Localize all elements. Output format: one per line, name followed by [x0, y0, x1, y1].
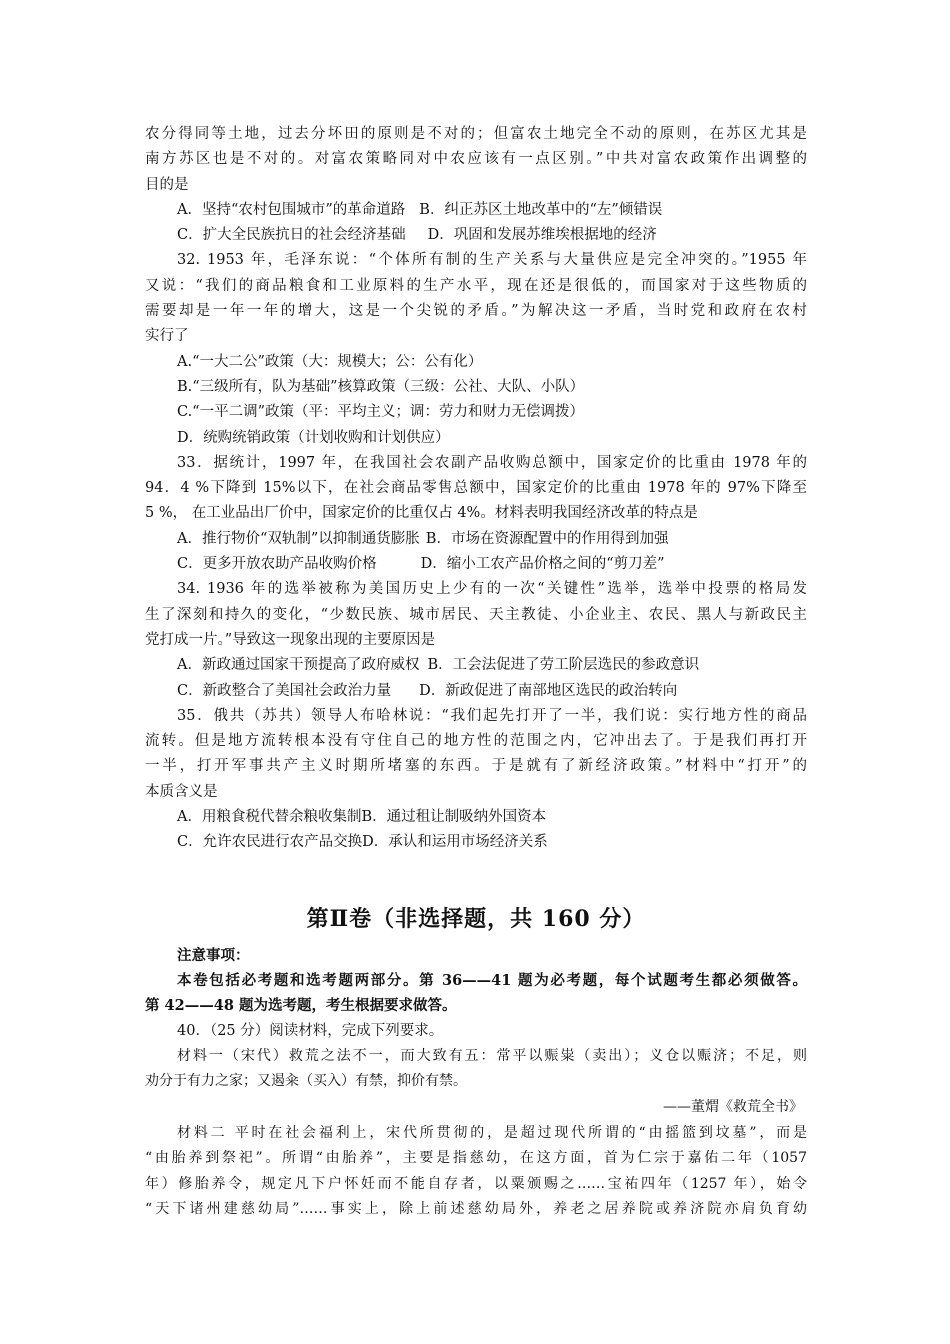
- q35-line-4: 本质含义是: [145, 783, 218, 800]
- q35-option-d[interactable]: D．承认和运用市场经济关系: [362, 834, 548, 851]
- q32-line-1: 32. 1953 年，毛泽东说：“个体所有制的生产关系与大量供应是完全冲突的。”1955 年: [177, 252, 807, 269]
- q40-material2-line-2: “由胎养到祭祀”。所谓“由胎养”，主要是指慈幼，在这方面，首为仁宗于嘉佑二年（1057: [145, 1150, 807, 1167]
- q33-line-3: 5 %， 在工业品出厂价中，国家定价的比重仅占 4%。材料表明我国经济改革的特点是: [145, 505, 698, 522]
- question-33: [145, 451, 807, 577]
- exam-page: [145, 122, 807, 1223]
- notice-line-2: 第 42——48 题为选考题，考生根据要求做答。: [145, 997, 457, 1015]
- q31-line-1: 农分得同等土地，过去分坏田的原则是不对的；但富农土地完全不动的原则，在苏区尤其是: [145, 126, 807, 142]
- q32-line-2: 又说：“我们的商品粮食和工业原料的生产水平，现在还是很低的，而国家对于这些物质的: [145, 277, 807, 294]
- question-32: [145, 248, 807, 450]
- q33-line-2: 94．4 %下降到 15%以下，在社会商品零售总额中，国家定价的比重由 1978 年的 97%下降至: [145, 480, 807, 497]
- q35-option-a[interactable]: A．用粮食税代替余粮收集制: [177, 809, 362, 826]
- q40-material2-line-1: 材料二 平时在社会福利上，宋代所贯彻的，是超过现代所谓的“由摇篮到坟墓”，而是: [177, 1124, 807, 1141]
- q31-option-d[interactable]: D．巩固和发展苏维埃根据地的经济: [427, 227, 657, 244]
- q35-line-1: 35．俄共（苏共）领导人布哈林说：“我们起先打开了一半，我们说：实行地方性的商品: [177, 707, 807, 724]
- q34-option-a[interactable]: A．新政通过国家干预提高了政府威权: [177, 657, 420, 674]
- section-2-title: 第Ⅱ卷（非选择题，共 160 分）: [306, 905, 646, 932]
- question-35: [145, 704, 807, 856]
- q34-line-3: 党打成一片。”导致这一现象出现的主要原因是: [145, 631, 436, 648]
- q34-line-2: 生了深刻和持久的变化，“少数民族、城市居民、天主教徒、小企业主、农民、黑人与新政民主: [145, 606, 807, 623]
- q35-options-row-2: [145, 830, 807, 855]
- q34-option-b[interactable]: B．工会法促进了劳工阶层选民的参政意识: [427, 657, 700, 674]
- q35-option-b[interactable]: B．通过租让制吸纳外国资本: [361, 809, 547, 826]
- q31-option-c[interactable]: C．扩大全民族抗日的社会经济基础: [177, 227, 406, 244]
- notice-label: 注意事项：: [177, 946, 250, 964]
- q35-options-row-1: [145, 805, 807, 830]
- q33-option-b[interactable]: B．市场在资源配置中的作用得到加强: [425, 530, 669, 547]
- q31-options-row-1: [145, 198, 807, 223]
- q40-material2-line-3: 年）修胎养令，规定凡下户怀妊而不能自存者，以粟颁赐之……宝祐四年（1257 年），始令: [145, 1175, 807, 1192]
- q34-option-d[interactable]: D．新政促进了南部地区选民的政治转向: [419, 682, 678, 699]
- q32-line-4: 实行了: [145, 328, 189, 345]
- q35-option-c[interactable]: C．允许农民进行农产品交换: [177, 834, 363, 851]
- q35-line-2: 流转。但是地方流转根本没有守住自己的地方性的范围之内，它冲出去了。于是我们再打开: [145, 733, 807, 750]
- question-31: [145, 122, 807, 248]
- q34-options-row-1: [145, 653, 807, 678]
- q33-options-row-2: [145, 552, 807, 577]
- q33-option-a[interactable]: A．推行物价“双轨制”以抑制通货膨胀: [177, 530, 420, 547]
- q34-line-1: 34. 1936 年的选举被称为美国历史上少有的一次“关键性”选举，选举中投票的格局发: [177, 581, 807, 598]
- q40-material1-line-2: 劝分于有力之家；又遏籴（买入）有禁，抑价有禁。: [145, 1073, 467, 1090]
- q32-line-3: 需要却是一年一年的增大，这是一个尖锐的矛盾。”为解决这一矛盾，当时党和政府在农村: [145, 303, 807, 320]
- q31-line-3: 目的是: [145, 176, 189, 193]
- q33-option-c[interactable]: C．更多开放农助产品收购价格: [177, 556, 377, 573]
- q33-line-1: 33．据统计，1997 年，在我国社会农副产品收购总额中，国家定价的比重由 1978 年的: [177, 454, 807, 471]
- q31-options-row-2: [145, 223, 807, 248]
- q32-option-d[interactable]: D．统购统销政策（计划收购和计划供应）: [177, 429, 450, 446]
- question-40: [145, 1019, 807, 1223]
- q40-material1-line-1: 材料一（宋代）救荒之法不一，而大致有五：常平以赈粜（卖出）；义仓以赈济；不足，则: [177, 1047, 807, 1064]
- q35-line-3: 一半，打开军事共产主义时期所堵塞的东西。于是就有了新经济政策。”材料中“打开”的: [145, 758, 807, 775]
- q31-option-a[interactable]: A．坚持“农村包围城市”的革命道路: [177, 201, 406, 218]
- question-34: [145, 577, 807, 703]
- q32-option-b[interactable]: B.“三级所有，队为基础”核算政策（三级：公社、大队、小队）: [177, 378, 585, 395]
- q32-option-c[interactable]: C.“一平二调”政策（平：平均主义；调：劳力和财力无偿调拨）: [177, 404, 585, 421]
- notice-line-1: 本卷包括必考题和选考题两部分。第 36——41 题为必考题，每个试题考生都必须做答。: [177, 971, 807, 989]
- q31-line-2: 南方苏区也是不对的。对富农策略同对中农应该有一点区别。”中共对富农政策作出调整的: [145, 151, 807, 168]
- q33-options-row-1: [145, 527, 807, 552]
- q34-option-c[interactable]: C．新政整合了美国社会政治力量: [177, 682, 392, 699]
- q32-option-a[interactable]: A.“一大二公”政策（大：规模大；公：公有化）: [177, 353, 483, 370]
- q40-material1-source: ——董煟《救荒全书》: [663, 1098, 803, 1115]
- q34-options-row-2: [145, 679, 807, 704]
- q40-material2-line-4: “天下诸州建慈幼局”……事实上，除上前述慈幼局外，养老之居养院或养济院亦肩负育幼: [145, 1201, 807, 1218]
- q33-option-d[interactable]: D．缩小工农产品价格之间的“剪刀差”: [420, 556, 665, 573]
- section-2-notice: [145, 943, 807, 1019]
- q31-option-b[interactable]: B．纠正苏区土地改革中的“左”倾错误: [419, 201, 663, 218]
- q40-stem: 40．（25 分）阅读材料，完成下列要求。: [177, 1022, 444, 1039]
